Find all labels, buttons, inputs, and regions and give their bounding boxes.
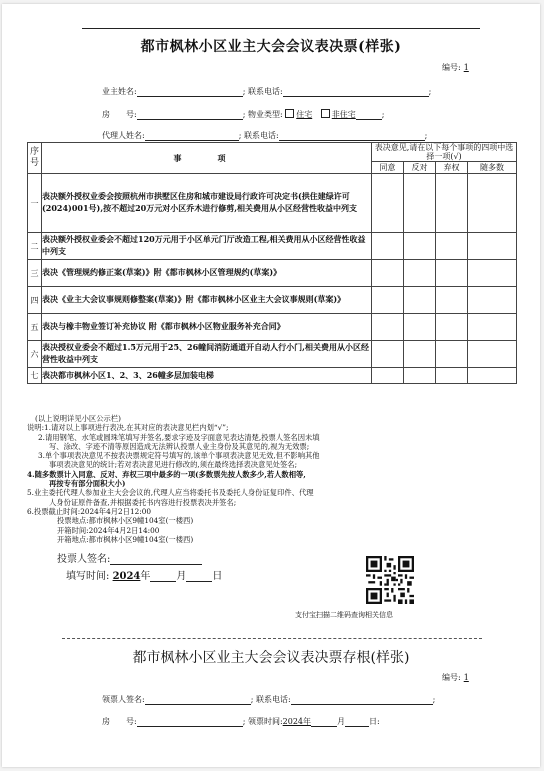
- table-row: [28, 368, 517, 384]
- vote-cell-majority[interactable]: [468, 314, 517, 341]
- see-notice: (以上说明详见小区公示栏): [35, 414, 121, 423]
- note-4-cont: 再按专有部分面积大小): [49, 479, 126, 489]
- ballot-title: 都市枫林小区业主大会会议表决票(样张): [140, 39, 402, 55]
- vote-cell-majority[interactable]: [468, 341, 517, 368]
- note-5-cont: 人身份证原件备查,并根据委托书内容进行投票表决并签名;: [49, 497, 237, 507]
- agent-name-label: 代理人姓名:: [102, 131, 145, 140]
- vote-cell-abstain[interactable]: [436, 260, 468, 287]
- room-label: 房 号:: [102, 110, 137, 119]
- phone-field[interactable]: [283, 87, 429, 97]
- vote-cell-abstain[interactable]: [436, 233, 468, 260]
- note-5: 5.业主委托代理人参加业主大会会议的,代理人应当将委托书及委托人身份证复印件、代理: [27, 488, 314, 498]
- stub-title: 都市枫林小区业主大会会议表决票存根(样张): [132, 650, 410, 666]
- vote-cell-abstain[interactable]: [436, 287, 468, 314]
- property-type-label: 物业类型:: [247, 110, 283, 119]
- row-number: 六: [28, 341, 42, 368]
- note-3: 3.单个事项表决意见不按表决票规定符号填写的,该单个事项表决意见无效,但不影响其他: [38, 451, 320, 461]
- voter-signature-row: [57, 550, 202, 565]
- option-header-agree: 同意: [372, 162, 404, 174]
- stub-month-field[interactable]: [311, 717, 337, 727]
- open-time: 开箱时间:2024年4月2日14:00: [57, 525, 160, 535]
- vote-cell-oppose[interactable]: [404, 260, 436, 287]
- row-matter: 表决额外授权业委会不超过120万元用于小区单元门厅改造工程,相关费用从小区经营性收益中列支: [42, 233, 372, 260]
- agent-name-field[interactable]: [145, 131, 239, 141]
- voter-sign-label: 投票人签名:: [57, 554, 111, 565]
- stub-receiver-row: 领票人签名: ; 联系电话: ;: [102, 695, 436, 704]
- vote-cell-oppose[interactable]: [404, 314, 436, 341]
- non-residential-option: 非住宅: [331, 110, 356, 119]
- vote-cell-agree[interactable]: [372, 341, 404, 368]
- vote-cell-oppose[interactable]: [404, 287, 436, 314]
- qr-code-icon[interactable]: [366, 556, 414, 604]
- voting-table: [27, 142, 517, 384]
- stub-room-field[interactable]: [137, 717, 243, 727]
- vote-cell-agree[interactable]: [372, 314, 404, 341]
- room-row: 房 号: ; 物业类型: 住宅 非住宅 ;: [102, 110, 385, 119]
- note-1: 说明:1.请对以上事项进行表决,在其对应的表决意见栏内划“√”;: [27, 423, 229, 433]
- vote-cell-agree[interactable]: [372, 287, 404, 314]
- table-row: [28, 233, 517, 260]
- month-field[interactable]: [150, 570, 176, 582]
- vote-cell-oppose[interactable]: [404, 233, 436, 260]
- row-matter: 表决额外授权业委会按照杭州市拱墅区住房和城市建设局行政许可决定书(拱住建绿许可(2024)001号),按不超过20万元对小区乔木进行修剪,相关费用从小区经营性收益中列支: [42, 174, 372, 233]
- vote-cell-majority[interactable]: [468, 260, 517, 287]
- date-label: 填写时间:: [66, 571, 110, 582]
- stub-phone-field[interactable]: [291, 695, 433, 705]
- vote-cell-majority[interactable]: [468, 368, 517, 384]
- option-header-abstain: 弃权: [436, 162, 468, 174]
- stub-day-unit: 日:: [369, 717, 380, 726]
- top-divider: [82, 28, 480, 29]
- owner-name-row: 业主姓名: ; 联系电话: ;: [102, 87, 432, 96]
- voter-sign-field[interactable]: [110, 553, 202, 565]
- fill-date-row: [66, 567, 222, 582]
- non-residential-checkbox[interactable]: [321, 109, 330, 118]
- stub-time-label: 领票时间:: [247, 717, 283, 726]
- row-number: 七: [28, 368, 42, 384]
- row-number: 二: [28, 233, 42, 260]
- table-row: [28, 174, 517, 233]
- row-matter: 表决《业主大会议事规则修整案(草案)》附《都市枫林小区业主大会议事规则(草案)》: [42, 287, 372, 314]
- tear-line: [62, 638, 482, 639]
- day-field[interactable]: [186, 570, 212, 582]
- instructions: [27, 414, 517, 544]
- year-unit: 年: [140, 571, 151, 582]
- vote-cell-oppose[interactable]: [404, 174, 436, 233]
- serial-value: 1: [463, 63, 469, 72]
- vote-cell-oppose[interactable]: [404, 368, 436, 384]
- phone-label: 联系电话:: [247, 87, 283, 96]
- table-row: [28, 287, 517, 314]
- row-matter: 表决《管理规约修正案(草案)》附《都市枫林小区管理规约(草案)》: [42, 260, 372, 287]
- note-4: 4.随多数票计入同意、反对、弃权三项中最多的一项(多数票先按人数多少,若人数相等,: [27, 469, 306, 479]
- residential-option: 住宅: [296, 110, 313, 119]
- stub-room-label: 房 号:: [102, 717, 137, 726]
- option-header-majority: 随多数: [468, 162, 517, 174]
- stub-receiver-label: 领票人签名:: [102, 695, 145, 704]
- owner-name-field[interactable]: [137, 87, 243, 97]
- residential-checkbox[interactable]: [285, 109, 294, 118]
- stub-year: 2024年: [282, 717, 312, 726]
- vote-cell-majority[interactable]: [468, 287, 517, 314]
- vote-cell-majority[interactable]: [468, 174, 517, 233]
- note-2: 2.请用钢笔、水笔或圆珠笔填写并签名,要求字迹及字面意见表达清楚,投票人签名因未填: [38, 432, 320, 442]
- row-matter: 表决与橡丰物业签订补充协议 附《都市枫林小区物业服务补充合同》: [42, 314, 372, 341]
- vote-cell-abstain[interactable]: [436, 314, 468, 341]
- stub-day-field[interactable]: [345, 717, 369, 727]
- col-header-opinion: 表决意见,请在以下每个事项的四项中选择一项(√): [372, 143, 517, 162]
- stub-receiver-field[interactable]: [145, 695, 251, 705]
- col-header-item: 事 项: [42, 143, 372, 174]
- row-number: 三: [28, 260, 42, 287]
- date-year: 2024: [112, 571, 141, 582]
- month-unit: 月: [176, 571, 187, 582]
- stub-phone-label: 联系电话:: [255, 695, 291, 704]
- vote-cell-agree[interactable]: [372, 174, 404, 233]
- row-matter: 表决授权业委会不超过1.5万元用于25、26幢间消防通道开自动人行小门,相关费用从小区经营性收益中列支: [42, 341, 372, 368]
- stub-serial-number: [442, 672, 472, 683]
- row-matter: 表决都市枫林小区1、2、3、26幢多层加装电梯: [42, 368, 372, 384]
- table-row: [28, 260, 517, 287]
- vote-cell-agree[interactable]: [372, 260, 404, 287]
- room-field[interactable]: [137, 110, 243, 120]
- vote-place: 投票地点:都市枫林小区9幢104室(一楼西): [57, 516, 194, 526]
- serial-number: [442, 62, 472, 73]
- row-number: 五: [28, 314, 42, 341]
- owner-name-label: 业主姓名:: [102, 87, 137, 96]
- vote-cell-majority[interactable]: [468, 233, 517, 260]
- ballot-page: [2, 4, 540, 767]
- note-6: 6.投票截止时间:2024年4月2日12:00: [27, 506, 151, 516]
- vote-cell-abstain[interactable]: [436, 174, 468, 233]
- agent-phone-label: 联系电话:: [243, 131, 279, 140]
- vote-cell-agree[interactable]: [372, 368, 404, 384]
- stub-month-unit: 月: [337, 717, 346, 726]
- vote-cell-oppose[interactable]: [404, 341, 436, 368]
- vote-cell-abstain[interactable]: [436, 341, 468, 368]
- table-row: [28, 341, 517, 368]
- note-3-cont: 事项表决意见的统计;若对表决意见进行修改的,须在最终选择表决意见处签名;: [49, 460, 298, 470]
- note-2-cont: 写、涂改、字迹不清等原因造成无法辨认投票人业主身份及其意见的,视为无效票;: [49, 441, 310, 451]
- serial-label: 编号:: [442, 63, 461, 72]
- stub-serial-value: 1: [463, 673, 469, 682]
- qr-caption: 支付宝扫描二维码查询相关信息: [295, 611, 393, 619]
- agent-row: 代理人姓名: ; 联系电话: ;: [102, 131, 428, 140]
- stub-serial-label: 编号:: [442, 673, 461, 682]
- day-unit: 日: [212, 571, 223, 582]
- col-header-no: 序号: [28, 143, 42, 174]
- agent-phone-field[interactable]: [279, 131, 425, 141]
- stub-room-row: 房 号: ; 领票时间:2024年 月 日:: [102, 717, 380, 726]
- open-place: 开箱地点:都市枫林小区9幢104室(一楼西): [57, 534, 194, 544]
- row-number: 一: [28, 174, 42, 233]
- vote-cell-agree[interactable]: [372, 233, 404, 260]
- vote-cell-abstain[interactable]: [436, 368, 468, 384]
- option-header-oppose: 反对: [404, 162, 436, 174]
- row-number: 四: [28, 287, 42, 314]
- table-row: [28, 314, 517, 341]
